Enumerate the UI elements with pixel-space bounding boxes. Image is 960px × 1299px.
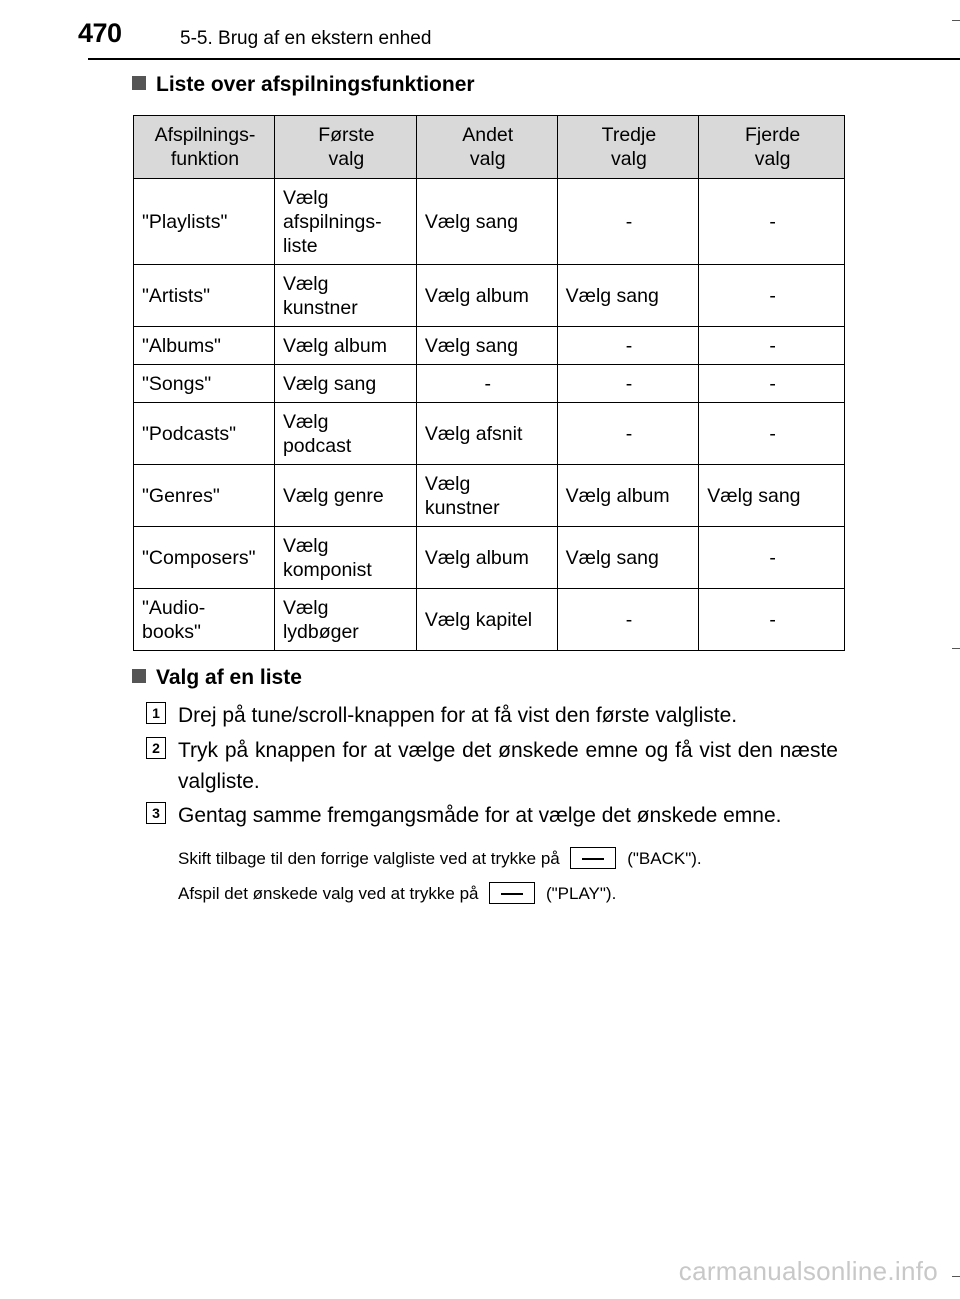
table-cell-text: Vælg sang <box>707 484 801 507</box>
table-cell-text: Vælg sang <box>282 372 377 395</box>
note-back <box>178 847 702 869</box>
table-cell-text: Vælg kapitel <box>424 608 533 631</box>
step-number-1: 1 <box>146 702 166 724</box>
table-cell <box>134 327 275 365</box>
table-cell <box>699 327 845 365</box>
table-cell <box>416 527 557 589</box>
table-cell-text: - <box>625 422 633 445</box>
table-header-text: Tredje <box>601 124 657 146</box>
table-cell-text: - <box>484 372 491 395</box>
table-cell-text: Vælg album <box>424 284 529 307</box>
table-cell-text: liste <box>282 234 318 257</box>
table-cell <box>416 465 557 527</box>
step-1-text: Drej på tune/scroll-knappen for at få vist den første valgliste. <box>178 704 738 727</box>
table-cell <box>274 179 416 265</box>
table-header-cell <box>274 116 416 179</box>
table-cell-text: - <box>769 372 776 395</box>
table-cell <box>557 327 699 365</box>
table-cell-text: "Audio- <box>142 596 206 619</box>
step-number-2: 2 <box>146 737 166 759</box>
back-button-icon <box>570 847 616 869</box>
table-cell-text: kunstner <box>282 296 358 319</box>
table-cell <box>274 527 416 589</box>
table-row <box>134 465 845 527</box>
table-header-text: valg <box>469 148 506 170</box>
square-bullet-icon <box>132 76 146 90</box>
table-header-text: valg <box>328 148 365 170</box>
table-cell <box>557 403 699 465</box>
table-cell-text: - <box>625 608 633 631</box>
step-3-text: Gentag samme fremgangsmåde for at vælge det ønskede emne. <box>178 804 782 827</box>
table-cell-text: afspilnings- <box>282 210 382 233</box>
table-cell-text: Vælg <box>424 472 471 495</box>
table-cell <box>134 403 275 465</box>
table-header-text: Første <box>318 124 375 146</box>
table-cell <box>274 265 416 327</box>
table-cell-text: books" <box>142 620 201 643</box>
table-header-cell <box>699 116 845 179</box>
table-cell-text: - <box>769 210 776 233</box>
table-cell <box>134 265 275 327</box>
table-cell-text: - <box>625 372 633 395</box>
play-button-icon <box>489 882 535 904</box>
table-cell-text: Vælg album <box>565 484 670 507</box>
table-cell <box>274 327 416 365</box>
table-row <box>134 327 845 365</box>
square-bullet-icon <box>132 669 146 683</box>
table-cell <box>274 589 416 651</box>
table-header-text: Afspilnings- <box>154 124 256 146</box>
table-header-text: Fjerde <box>745 124 801 146</box>
table-row <box>134 365 845 403</box>
list-heading <box>132 73 475 97</box>
table-cell <box>416 265 557 327</box>
table-cell <box>699 365 845 403</box>
table-cell-text: Vælg genre <box>282 484 384 507</box>
table-cell <box>557 265 699 327</box>
table-cell-text: - <box>769 422 776 445</box>
table-cell-text: "Albums" <box>142 334 221 357</box>
step-2-text: Tryk på knappen for at vælge det ønskede emne og få vist den næste valgliste. <box>178 739 838 793</box>
table-header-text: valg <box>754 148 791 170</box>
crop-mark-bottom <box>952 1276 960 1277</box>
table-cell-text: "Composers" <box>142 546 256 569</box>
note-play-label: ("PLAY"). <box>545 884 617 903</box>
header-rule <box>88 58 960 60</box>
table-cell <box>699 179 845 265</box>
table-cell <box>274 403 416 465</box>
select-heading-text: Valg af en liste <box>156 666 302 689</box>
table-header-text: funktion <box>170 148 240 170</box>
table-cell <box>134 179 275 265</box>
table-cell-text: lydbøger <box>282 620 359 643</box>
watermark: carmanualsonline.info <box>678 1256 938 1286</box>
table-cell-text: Vælg sang <box>565 284 659 307</box>
table-cell <box>134 527 275 589</box>
note-play-text: Afspil det ønskede valg ved at trykke på <box>178 884 479 903</box>
table-cell <box>699 265 845 327</box>
table-cell <box>557 589 699 651</box>
table-cell-text: - <box>769 284 776 307</box>
table-row <box>134 265 845 327</box>
table-cell <box>699 527 845 589</box>
table-cell-text: "Podcasts" <box>142 422 237 445</box>
select-heading <box>132 666 302 690</box>
table-row <box>134 179 845 265</box>
table-cell <box>699 403 845 465</box>
note-back-text: Skift tilbage til den forrige valgliste ved at trykke på <box>178 849 560 868</box>
table-cell-text: Vælg sang <box>565 546 659 569</box>
table-cell-text: Vælg <box>282 596 329 619</box>
table-header-text: Andet <box>462 124 514 146</box>
list-heading-text: Liste over afspilningsfunktioner <box>156 73 475 96</box>
table-row <box>134 589 845 651</box>
table-cell-text: Vælg album <box>424 546 529 569</box>
table-cell <box>699 465 845 527</box>
table-cell <box>557 365 699 403</box>
table-cell-text: Vælg sang <box>424 210 519 233</box>
section-title: 5-5. Brug af en ekstern enhed <box>180 28 432 49</box>
table-cell <box>416 327 557 365</box>
table-cell-text: - <box>769 334 776 357</box>
table-cell-text: Vælg afsnit <box>424 422 523 445</box>
table-cell <box>416 403 557 465</box>
table-header-cell <box>557 116 699 179</box>
table-cell-text: "Artists" <box>142 284 211 307</box>
table-row <box>134 403 845 465</box>
table-cell-text: - <box>769 546 776 569</box>
table-cell-text: komponist <box>282 558 372 581</box>
table-cell <box>416 589 557 651</box>
table-cell <box>274 465 416 527</box>
table-cell <box>134 465 275 527</box>
table-cell <box>416 365 557 403</box>
table-cell-text: "Playlists" <box>142 210 228 233</box>
table-cell <box>274 365 416 403</box>
table-row <box>134 527 845 589</box>
table-cell-text: Vælg <box>282 534 329 557</box>
table-header-cell <box>134 116 275 179</box>
table-cell <box>134 589 275 651</box>
table-body <box>134 179 845 651</box>
table-cell-text: kunstner <box>424 496 500 519</box>
table-cell-text: Vælg album <box>282 334 387 357</box>
note-play <box>178 882 616 904</box>
table-cell-text: Vælg <box>282 272 329 295</box>
table-cell-text: Vælg <box>282 186 329 209</box>
table-cell <box>557 465 699 527</box>
table-header-text: valg <box>611 148 647 170</box>
crop-mark-middle <box>952 648 960 649</box>
table-cell-text: - <box>769 608 776 631</box>
note-back-label: ("BACK"). <box>627 849 702 868</box>
table-cell <box>699 589 845 651</box>
step-number-3: 3 <box>146 802 166 824</box>
table-cell <box>134 365 275 403</box>
page-number: 470 <box>78 18 122 48</box>
table-header-cell <box>416 116 557 179</box>
table-cell-text: Vælg sang <box>424 334 519 357</box>
table-cell <box>557 179 699 265</box>
table-cell-text: "Songs" <box>142 372 212 395</box>
playback-functions-table <box>133 115 845 651</box>
crop-mark-top <box>952 20 960 21</box>
table-cell <box>416 179 557 265</box>
table-cell-text: podcast <box>282 434 352 457</box>
table-cell-text: "Genres" <box>142 484 220 507</box>
table-header-row <box>134 116 845 179</box>
table-cell <box>557 527 699 589</box>
table-cell-text: - <box>625 210 633 233</box>
table-cell-text: - <box>625 334 633 357</box>
table-cell-text: Vælg <box>282 410 329 433</box>
